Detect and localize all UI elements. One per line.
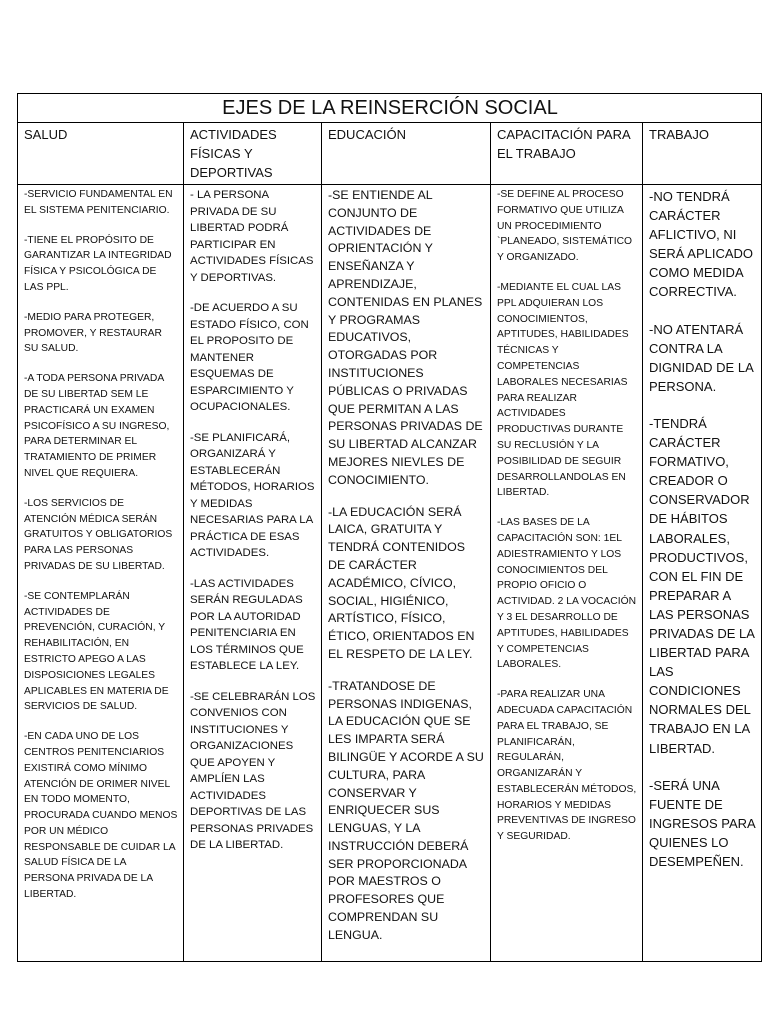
paragraph: -A TODA PERSONA PRIVADA DE SU LIBERTAD SEM LE PRACTICARÁ UN EXAMEN PSICOFÍSICO A SU INGRESO, PARA DETERMINAR EL TRATAMIENTO DE PRIMER NIVEL QUE REQUIERA. [24, 373, 170, 479]
cell-educacion [322, 185, 491, 962]
paragraph: -SE ENTIENDE AL CONJUNTO DE ACTIVIDADES DE OPRIENTACIÓN Y ENSEÑANZA Y APRENDIZAJE, CONTENIDAS EN PLANES Y PROGRAMAS EDUCATIVOS, OTORGADAS POR INSTITUCIONES PÚBLICAS O PRIVADAS QUE PERMITAN A LAS PERSONAS PRIVADAS DE SU LIBERTAD ALCANZAR MEJORES NIEVLES DE CONOCIMIENTO. [328, 188, 483, 487]
paragraph: -SE DEFINE AL PROCESO FORMATIVO QUE UTILIZA UN PROCEDIMIENTO `PLANEADO, SISTEMÁTICO Y ORGANIZADO. [497, 189, 633, 264]
paragraph: -NO ATENTARÁ CONTRA LA DIGNIDAD DE LA PERSONA. [649, 321, 754, 394]
cell-capacitacion [491, 185, 643, 962]
reinsercion-table [17, 93, 762, 962]
paragraph: -LAS BASES DE LA CAPACITACIÓN SON: 1EL ADIESTRAMIENTO Y LOS CONOCIMIENTOS DEL PROPIO OFICIO O ACTIVIDAD. 2 LA VOCACIÓN Y 3 EL DESARROLLO DE APTITUDES, HABILIDADES Y COMPETENCIAS LABORALES. [497, 517, 637, 671]
paragraph: -LAS ACTIVIDADES SERÁN REGULADAS POR LA AUTORIDAD PENITENCIARIA EN LOS TÉRMINOS QUE ESTABLECE LA LEY. [190, 577, 304, 672]
table-title: EJES DE LA REINSERCIÓN SOCIAL [18, 94, 762, 123]
paragraph: -EN CADA UNO DE LOS CENTROS PENITENCIARIOS EXISTIRÁ COMO MÍNIMO ATENCIÓN DE ORIMER NIVEL EN TODO MOMENTO, PROCURADA CUANDO MENOS POR UN MÉDICO RESPONSABLE DE CUIDAR LA SALUD FÍSICA DE LA PERSONA PRIVADA DE LA LIBERTAD. [24, 731, 178, 901]
paragraph: -LA EDUCACIÓN SERÁ LAICA, GRATUITA Y TENDRÁ CONTENIDOS DE CARÁCTER ACADÉMICO, CÍVICO, SOCIAL, HIGIÉNICO, ARTÍSTICO, FÍSICO, ÉTICO, ORIENTADOS EN EL RESPETO DE LA LEY. [328, 504, 475, 661]
header-actividades: ACTIVIDADES FÍSICAS Y DEPORTIVAS [184, 123, 322, 185]
paragraph: -TRATANDOSE DE PERSONAS INDIGENAS, LA EDUCACIÓN QUE SE LES IMPARTA SERÁ BILINGÜE Y ACORDE A SU CULTURA, PARA CONSERVAR Y ENRIQUECER SUS LENGUAS, Y LA INSTRUCCIÓN DEBERÁ SER PROPORCIONADA POR MAESTROS O PROFESORES QUE COMPRENDAN SU LENGUA. [328, 678, 484, 942]
paragraph: -DE ACUERDO A SU ESTADO FÍSICO, CON EL PROPOSITO DE MANTENER ESQUEMAS DE ESPARCIMIENTO Y OCUPACIONALES. [190, 302, 309, 413]
paragraph: -TIENE EL PROPÓSITO DE GARANTIZAR LA INTEGRIDAD FÍSICA Y PSICOLÓGICA DE LAS PPL. [24, 234, 172, 293]
paragraph: -SE CONTEMPLARÁN ACTIVIDADES DE PREVENCIÓN, CURACIÓN, Y REHABILITACIÓN, EN ESTRICTO APEGO A LAS DISPOSICIONES LEGALES APLICABLES EN MATERIA DE SERVICIOS DE SALUD. [24, 590, 169, 713]
cell-actividades [184, 185, 322, 962]
paragraph: -PARA REALIZAR UNA ADECUADA CAPACITACIÓN PARA EL TRABAJO, SE PLANIFICARÁN, REGULARÁN, ORGANIZARÁN Y ESTABLECERÁN MÉTODOS, HORARIOS Y MEDIDAS PREVENTIVAS DE INGRESO Y SEGURIDAD. [497, 689, 637, 843]
header-capacitacion: CAPACITACIÓN PARA EL TRABAJO [491, 123, 643, 185]
header-trabajo: TRABAJO [643, 123, 762, 185]
header-educacion: EDUCACIÓN [322, 123, 491, 185]
paragraph: -LOS SERVICIOS DE ATENCIÓN MÉDICA SERÁN GRATUITOS Y OBLIGATORIOS PARA LAS PERSONAS PRIVADAS DE SU LIBERTAD. [24, 497, 173, 572]
paragraph: -MEDIO PARA PROTEGER, PROMOVER, Y RESTAURAR SU SALUD. [24, 311, 162, 355]
paragraph: -SERVICIO FUNDAMENTAL EN EL SISTEMA PENITENCIARIO. [24, 189, 173, 216]
paragraph: -MEDIANTE EL CUAL LAS PPL ADQUIERAN LOS CONOCIMIENTOS, APTITUDES, HABILIDADES TÉCNICAS Y COMPETENCIAS LABORALES NECESARIAS PARA REALIZAR ACTIVIDADES PRODUCTIVAS DURANTE SU RECLUSIÓN Y LA POSIBILIDAD DE SEGUIR DESARROLLANDOLAS EN LIBERTAD. [497, 281, 629, 499]
header-salud: SALUD [18, 123, 184, 185]
paragraph: -SE CELEBRARÁN LOS CONVENIOS CON INSTITUCIONES Y ORGANIZACIONES QUE APOYEN Y AMPLÍEN LAS ACTIVIDADES DEPORTIVAS DE LAS PERSONAS PRIVADES DE LA LIBERTAD. [190, 690, 316, 851]
paragraph: -TENDRÁ CARÁCTER FORMATIVO, CREADOR O CONSERVADOR DE HÁBITOS LABORALES, PRODUCTIVOS, CON EL FIN DE PREPARAR A LAS PERSONAS PRIVADAS DE LA LIBERTAD PARA LAS CONDICIONES NORMALES DEL TRABAJO EN LA LIBERTAD. [649, 415, 755, 756]
cell-trabajo [643, 185, 762, 962]
paragraph: -SERÁ UNA FUENTE DE INGRESOS PARA QUIENES LO DESEMPEÑEN. [649, 777, 755, 869]
cell-salud [18, 185, 184, 962]
paragraph: -SE PLANIFICARÁ, ORGANIZARÁ Y ESTABLECERÁN MÉTODOS, HORARIOS Y MEDIDAS NECESARIAS PARA LA PRÁCTICA DE ESAS ACTIVIDADES. [190, 431, 315, 559]
paragraph: -NO TENDRÁ CARÁCTER AFLICTIVO, NI SERÁ APLICADO COMO MEDIDA CORRECTIVA. [649, 189, 754, 300]
paragraph: - LA PERSONA PRIVADA DE SU LIBERTAD PODRÁ PARTICIPAR EN ACTIVIDADES FÍSICAS Y DEPORTIVAS. [190, 189, 314, 284]
